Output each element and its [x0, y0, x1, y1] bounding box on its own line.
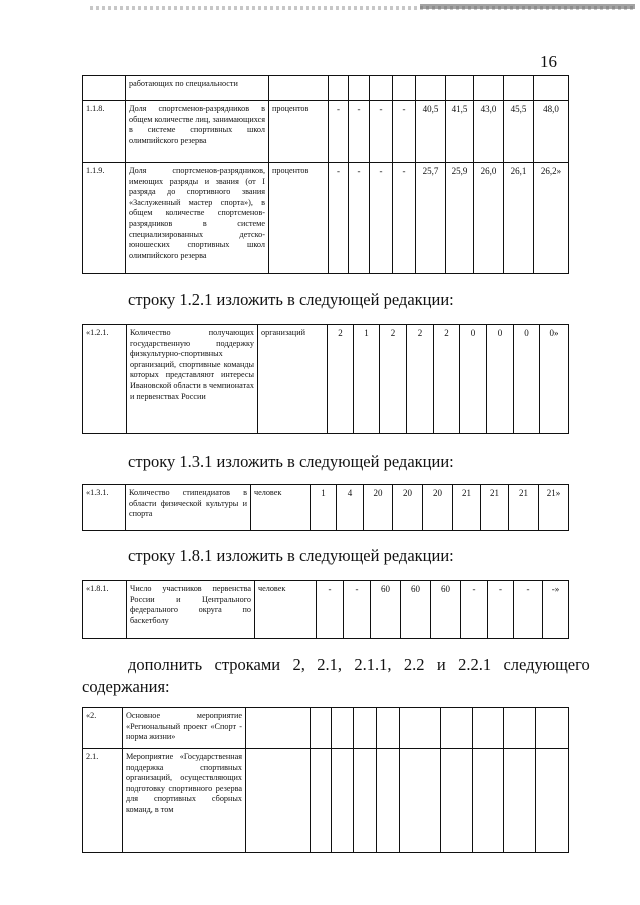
table-cell-value-5: 40,5	[415, 100, 446, 163]
instruction-row-1-8-1: строку 1.8.1 изложить в следующей редакции:	[128, 546, 454, 565]
table-cell-value-2	[331, 748, 354, 853]
table-cell-indicator-name: Число участников первенства России и Центрального федерального округа по баскетболу	[126, 580, 255, 639]
table-cell-unit: организаций	[257, 324, 328, 434]
table-cell-row-number: «1.3.1.	[82, 484, 126, 531]
table-cell-value-1	[328, 75, 349, 101]
table-cell-value-7: 21	[480, 484, 509, 531]
table-cell-value-5	[415, 75, 446, 101]
scan-artifact-top-right	[420, 4, 635, 9]
table-cell-value-6	[440, 748, 473, 853]
table-cell-value-9	[533, 75, 569, 101]
table-cell-value-8: 0	[513, 324, 540, 434]
table-cell-value-9: 21»	[538, 484, 569, 531]
table-cell-unit	[245, 707, 311, 749]
table-cell-value-8	[503, 748, 536, 853]
table-cell-value-1: -	[328, 162, 349, 274]
table-cell-value-9: 0»	[539, 324, 569, 434]
table-cell-value-3	[353, 707, 377, 749]
table-cell-value-9	[535, 748, 569, 853]
table-cell-value-4: -	[392, 100, 416, 163]
instruction-add-rows-cont: содержания:	[82, 677, 170, 696]
table-cell-value-6: -	[460, 580, 488, 639]
table-cell-value-9: 26,2»	[533, 162, 569, 274]
table-cell-value-5: 25,7	[415, 162, 446, 274]
table-cell-indicator-name: Мероприятие «Государственная поддержка спортивных организаций, осуществляющих подготовку спортивного резерва для спортивных сборных команд, в том	[122, 748, 246, 853]
table-cell-value-7	[472, 707, 504, 749]
table-cell-value-1	[310, 707, 332, 749]
table-cell-indicator-name: Количество стипендиатов в области физической культуры и спорта	[125, 484, 251, 531]
table-cell-value-2: -	[343, 580, 371, 639]
table-cell-value-7: -	[487, 580, 514, 639]
table-cell-unit	[245, 748, 311, 853]
table-cell-value-3: 20	[363, 484, 393, 531]
table-cell-value-5: 2	[433, 324, 460, 434]
table-cell-value-4: 20	[392, 484, 423, 531]
table-cell-value-5: 20	[422, 484, 453, 531]
table-cell-row-number: 1.1.9.	[82, 162, 126, 274]
table-cell-value-3: 60	[370, 580, 401, 639]
table-cell-indicator-name: Количество получающих государственную поддержку физкультурно-спортивных организаций, спортивные команды которых представляют интересы Ивановской области в чемпионатах и первенствах России	[126, 324, 258, 434]
table-cell-value-6: 25,9	[445, 162, 474, 274]
table-cell-value-3	[353, 748, 377, 853]
table-cell-value-6	[445, 75, 474, 101]
table-cell-unit: процентов	[268, 100, 329, 163]
table-cell-value-2	[348, 75, 370, 101]
table-cell-value-8	[503, 707, 536, 749]
table-cell-value-6: 41,5	[445, 100, 474, 163]
table-cell-value-1: -	[316, 580, 344, 639]
table-cell-value-8: 26,1	[503, 162, 534, 274]
table-cell-value-5	[399, 707, 441, 749]
table-cell-row-number: 1.1.8.	[82, 100, 126, 163]
table-cell-unit: процентов	[268, 162, 329, 274]
table-cell-value-7	[472, 748, 504, 853]
table-cell-value-2: 1	[353, 324, 380, 434]
table-cell-value-5	[399, 748, 441, 853]
table-cell-value-6: 0	[459, 324, 487, 434]
table-cell-value-7: 43,0	[473, 100, 504, 163]
table-cell-unit: человек	[254, 580, 317, 639]
table-cell-value-7: 0	[486, 324, 514, 434]
table-cell-value-8: 45,5	[503, 100, 534, 163]
table-cell-value-6: 21	[452, 484, 481, 531]
table-cell-value-8	[503, 75, 534, 101]
table-cell-value-4: 60	[400, 580, 431, 639]
table-cell-value-7: 26,0	[473, 162, 504, 274]
table-cell-row-number: «2.	[82, 707, 123, 749]
table-cell-value-9: 48,0	[533, 100, 569, 163]
table-cell-row-number: «1.8.1.	[82, 580, 127, 639]
table-cell-value-7	[473, 75, 504, 101]
table-cell-value-5: 60	[430, 580, 461, 639]
table-cell-value-2	[331, 707, 354, 749]
table-cell-indicator-name: Доля спортсменов-разрядников в общем количестве лиц, занимающихся в системе спортивных школ олимпийского резерва	[125, 100, 269, 163]
table-cell-indicator-name: Основное мероприятие «Региональный проект «Спорт - норма жизни»	[122, 707, 246, 749]
table-cell-value-4: -	[392, 162, 416, 274]
table-cell-indicator-name: работающих по специальности	[125, 75, 269, 101]
table-cell-value-4	[392, 75, 416, 101]
table-cell-indicator-name: Доля спортсменов-разрядников, имеющих разряды и звания (от I разряда до спортивного звания «Заслуженный мастер спорта»), в общем количестве спортсменов-разрядников в системе специализированных детско-юношеских спортивных школ олимпийского резерва	[125, 162, 269, 274]
table-cell-value-2: -	[348, 100, 370, 163]
table-cell-unit	[268, 75, 329, 101]
table-cell-value-1: -	[328, 100, 349, 163]
table-cell-value-1: 2	[327, 324, 354, 434]
table-cell-value-3: -	[369, 162, 393, 274]
instruction-row-1-3-1: строку 1.3.1 изложить в следующей редакции:	[128, 452, 454, 471]
table-cell-unit: человек	[250, 484, 311, 531]
table-cell-value-1	[310, 748, 332, 853]
table-cell-value-9: -»	[542, 580, 569, 639]
table-cell-row-number: 2.1.	[82, 748, 123, 853]
table-cell-value-2: 4	[336, 484, 364, 531]
table-cell-value-4	[376, 707, 400, 749]
table-cell-value-3: -	[369, 100, 393, 163]
table-cell-value-3: 2	[379, 324, 407, 434]
table-cell-row-number: «1.2.1.	[82, 324, 127, 434]
table-cell-value-8: 21	[508, 484, 539, 531]
table-cell-value-4	[376, 748, 400, 853]
instruction-row-1-2-1: строку 1.2.1 изложить в следующей редакции:	[128, 290, 454, 309]
instruction-add-rows: дополнить строками 2, 2.1, 2.1.1, 2.2 и 2.2.1 следующего	[128, 655, 590, 674]
table-cell-value-1: 1	[310, 484, 337, 531]
table-cell-value-6	[440, 707, 473, 749]
table-cell-value-4: 2	[406, 324, 434, 434]
page-number: 16	[540, 52, 557, 71]
table-cell-value-8: -	[513, 580, 543, 639]
table-cell-value-3	[369, 75, 393, 101]
table-cell-row-number	[82, 75, 126, 101]
table-cell-value-9	[535, 707, 569, 749]
table-cell-value-2: -	[348, 162, 370, 274]
